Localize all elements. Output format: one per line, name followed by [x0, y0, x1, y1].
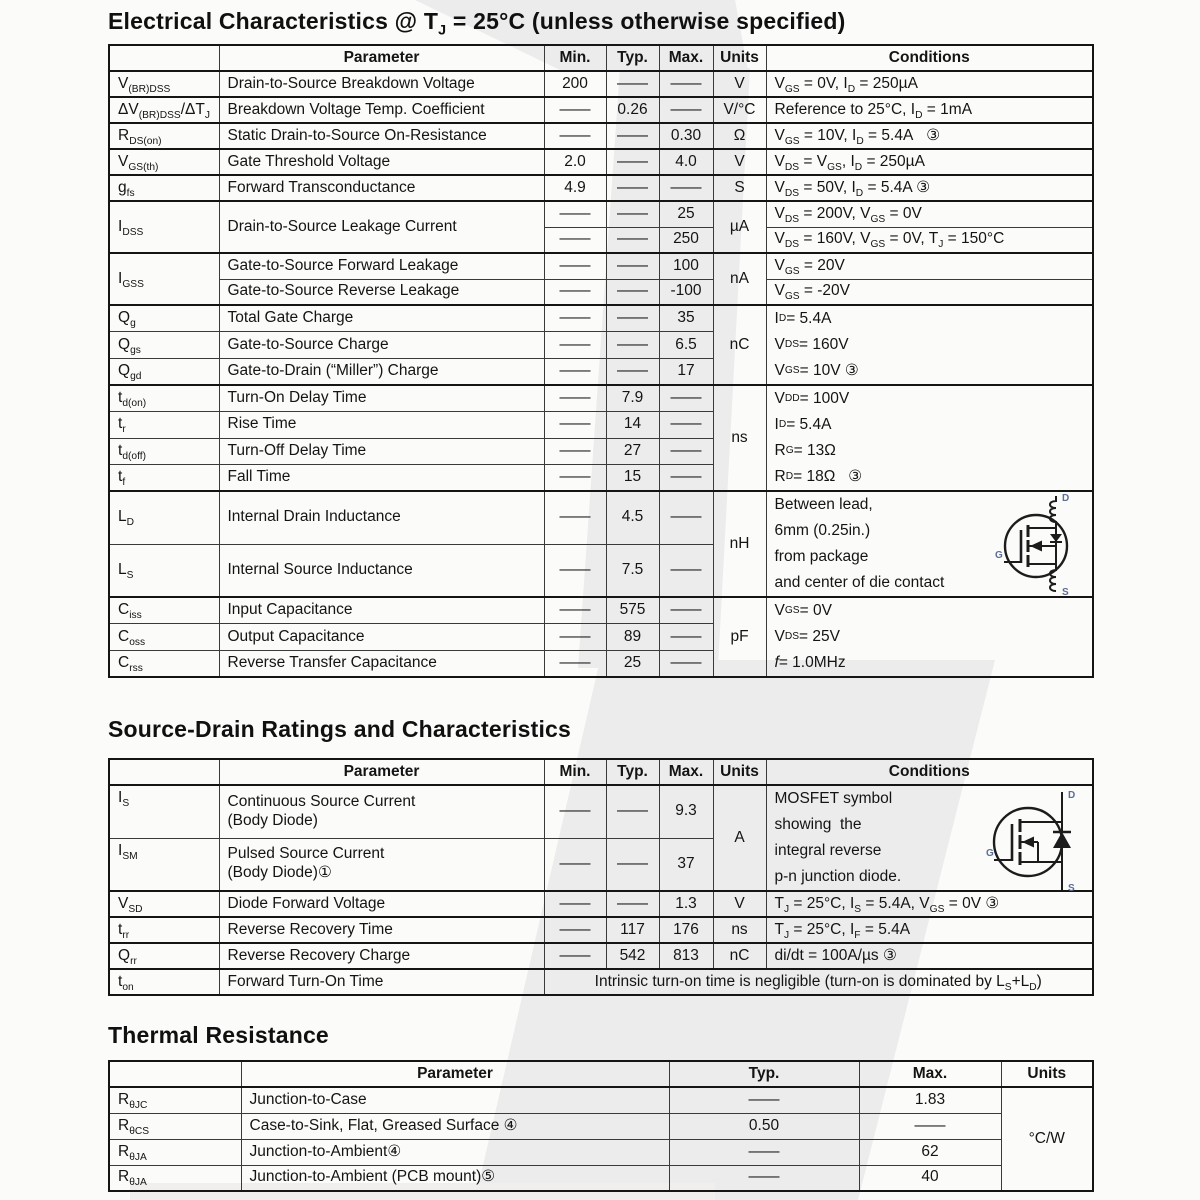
cell-parameter: Junction-to-Ambient (PCB mount)⑤	[241, 1165, 669, 1191]
col-header-max: Max.	[859, 1061, 1001, 1087]
cell-units: V	[713, 891, 766, 917]
cell-symbol: $V_{GS(th)}$	[109, 149, 219, 175]
cell-max: 25	[659, 201, 713, 227]
cell-units: °C/W	[1001, 1087, 1093, 1191]
cell-conditions: $V_{DS} = 160V$, $V_{GS} = 0V$, $T_J = 150^\circ C$	[766, 227, 1093, 253]
col-header-parameter: Parameter	[219, 45, 544, 71]
table-row	[109, 279, 1093, 305]
table-row	[109, 305, 1093, 332]
cell-min: ——	[544, 624, 606, 651]
col-header-max: Max.	[659, 45, 713, 71]
cell-parameter: Gate Threshold Voltage	[219, 149, 544, 175]
cell-parameter: Breakdown Voltage Temp. Coefficient	[219, 97, 544, 123]
terminal-label-gate: G	[995, 550, 1003, 561]
cell-typ: ——	[606, 253, 659, 279]
cell-units: nH	[713, 491, 766, 597]
col-header-typ: Typ.	[606, 759, 659, 785]
cell-units: µA	[713, 201, 766, 253]
cell-max: ——	[659, 544, 713, 597]
cell-max: ——	[859, 1113, 1001, 1139]
mosfet-symbol-body-diode-icon	[986, 788, 1086, 894]
cell-parameter: Internal Source Inductance	[219, 544, 544, 597]
cell-min: ——	[544, 438, 606, 465]
cell-max: 62	[859, 1139, 1001, 1165]
cell-typ: ——	[606, 785, 659, 838]
cell-typ: ——	[669, 1139, 859, 1165]
cell-symbol: $g_{fs}$	[109, 175, 219, 201]
table-row	[109, 969, 1093, 995]
cell-symbol: $t_r$	[109, 412, 219, 439]
cell-typ: ——	[606, 891, 659, 917]
cell-max: ——	[659, 71, 713, 97]
cell-parameter: Gate-to-Source Forward Leakage	[219, 253, 544, 279]
cell-parameter: Junction-to-Ambient④	[241, 1139, 669, 1165]
cell-units: nA	[713, 253, 766, 305]
cell-max: 100	[659, 253, 713, 279]
cell-max: ——	[659, 175, 713, 201]
cell-symbol: $R_{\theta CS}$	[109, 1113, 241, 1139]
cell-typ: 14	[606, 412, 659, 439]
cell-typ: 7.5	[606, 544, 659, 597]
cell-parameter: Forward Transconductance	[219, 175, 544, 201]
cell-symbol: $t_{rr}$	[109, 917, 219, 943]
cell-min: ——	[544, 891, 606, 917]
cell-conditions: $T_J = 25^\circ C$, $I_S = 5.4A$, $V_{GS} = 0V$ ③	[766, 891, 1093, 917]
cell-typ: ——	[606, 279, 659, 305]
cell-symbol: $V_{SD}$	[109, 891, 219, 917]
table-row	[109, 491, 1093, 544]
cell-max: ——	[659, 597, 713, 624]
cell-parameter: Rise Time	[219, 412, 544, 439]
mosfet-symbol-inductance-icon	[994, 492, 1090, 596]
cell-min: ——	[544, 227, 606, 253]
cell-symbol: $R_{DS(on)}$	[109, 123, 219, 149]
cell-units: S	[713, 175, 766, 201]
condition-line: f = 1.0MHz	[774, 653, 846, 671]
cell-symbol: $t_{d(off)}$	[109, 438, 219, 465]
table-row	[109, 97, 1093, 123]
table-header-row	[109, 45, 1093, 71]
condition-line: I D = 5.4A	[774, 309, 832, 327]
cell-symbol: $Q_{gd}$	[109, 358, 219, 385]
condition-line: V DS = 160V	[774, 335, 849, 353]
section-title-thermal: Thermal Resistance	[108, 1022, 329, 1048]
cell-max: 250	[659, 227, 713, 253]
cell-max: -100	[659, 279, 713, 305]
cell-symbol: $C_{iss}$	[109, 597, 219, 624]
col-header-parameter: Parameter	[219, 759, 544, 785]
section-title-source-drain: Source-Drain Ratings and Characteristics	[108, 716, 572, 742]
cell-max: 6.5	[659, 332, 713, 359]
cell-units: nC	[713, 305, 766, 385]
cell-max: 1.3	[659, 891, 713, 917]
cell-units: ns	[713, 385, 766, 491]
table-row	[109, 597, 1093, 624]
cell-min: ——	[544, 201, 606, 227]
cell-max: 1.83	[859, 1087, 1001, 1113]
cell-symbol: $V_{(BR)DSS}$	[109, 71, 219, 97]
condition-line: integral reverse	[774, 841, 882, 859]
cell-min: ——	[544, 785, 606, 838]
cell-typ: ——	[606, 332, 659, 359]
electrical-characteristics-table	[108, 44, 1094, 678]
condition-line: showing the	[774, 815, 862, 833]
table-row	[109, 385, 1093, 412]
cell-max: ——	[659, 624, 713, 651]
col-header-max: Max.	[659, 759, 713, 785]
cell-typ: 542	[606, 943, 659, 969]
condition-line: from package	[774, 547, 869, 565]
cell-parameter: Gate-to-Source Reverse Leakage	[219, 279, 544, 305]
cell-max: 4.0	[659, 149, 713, 175]
cell-min: 2.0	[544, 149, 606, 175]
condition-line: V DD = 100V	[774, 389, 850, 407]
cell-units: V/°C	[713, 97, 766, 123]
cell-parameter: Internal Drain Inductance	[219, 491, 544, 544]
cell-typ: ——	[669, 1165, 859, 1191]
condition-line: 6mm (0.25in.)	[774, 521, 871, 539]
cell-conditions: $V_{GS} = 0V$, $I_D = 250\mu A$	[766, 71, 1093, 97]
cell-conditions: $T_J = 25^\circ C$, $I_F = 5.4A$	[766, 917, 1093, 943]
cell-symbol: $I_S$	[109, 785, 219, 838]
cell-parameter: Turn-Off Delay Time	[219, 438, 544, 465]
cell-parameter: Reverse Transfer Capacitance	[219, 650, 544, 677]
cell-max: 35	[659, 305, 713, 332]
table-row	[109, 1165, 1093, 1191]
cell-min: ——	[544, 838, 606, 891]
table-row	[109, 1139, 1093, 1165]
cell-typ: 25	[606, 650, 659, 677]
cell-conditions: $V_{GS} = -20V$	[766, 279, 1093, 305]
cell-conditions: Reference to 25°C, $I_D = 1mA$	[766, 97, 1093, 123]
cell-min: ——	[544, 597, 606, 624]
cell-symbol: $I_{SM}$	[109, 838, 219, 891]
cell-typ: 0.26	[606, 97, 659, 123]
cell-symbol: $Q_{gs}$	[109, 332, 219, 359]
condition-line: and center of die contact	[774, 573, 945, 591]
cell-parameter: Case-to-Sink, Flat, Greased Surface ④	[241, 1113, 669, 1139]
condition-line: R G = 13Ω	[774, 441, 836, 459]
cell-max: 0.30	[659, 123, 713, 149]
terminal-label-source: S	[1062, 587, 1069, 596]
table-row	[109, 201, 1093, 227]
cell-parameter: Static Drain-to-Source On-Resistance	[219, 123, 544, 149]
table-row	[109, 149, 1093, 175]
cell-typ: ——	[669, 1087, 859, 1113]
cell-conditions: di/dt = 100A/µs ③	[766, 943, 1093, 969]
cell-parameter: Drain-to-Source Breakdown Voltage	[219, 71, 544, 97]
table-row	[109, 917, 1093, 943]
cell-conditions: $V_{GS} = 20V$	[766, 253, 1093, 279]
cell-symbol: $Q_g$	[109, 305, 219, 332]
cell-units: pF	[713, 597, 766, 677]
cell-max: ——	[659, 491, 713, 544]
cell-symbol: $R_{\theta JA}$	[109, 1165, 241, 1191]
cell-typ: ——	[606, 175, 659, 201]
cell-min: 200	[544, 71, 606, 97]
corner-cell	[109, 45, 219, 71]
cell-typ: 7.9	[606, 385, 659, 412]
cell-units: Ω	[713, 123, 766, 149]
cell-min: ——	[544, 279, 606, 305]
source-drain-table	[108, 758, 1094, 996]
col-header-typ: Typ.	[669, 1061, 859, 1087]
cell-units: ns	[713, 917, 766, 943]
cell-max: ——	[659, 465, 713, 492]
cell-conditions: $V_{DS} = 50V$, $I_D = 5.4A$ ③	[766, 175, 1093, 201]
condition-line: MOSFET symbol	[774, 789, 893, 807]
cell-max: 813	[659, 943, 713, 969]
cell-parameter: Reverse Recovery Charge	[219, 943, 544, 969]
cell-max: 37	[659, 838, 713, 891]
section-title-electrical: Electrical Characteristics @ $T_J = 25^\circ C$ (unless otherwise specified)	[108, 8, 846, 39]
cell-min: 4.9	[544, 175, 606, 201]
cell-typ: ——	[606, 305, 659, 332]
cell-max: 17	[659, 358, 713, 385]
cell-parameter: Reverse Recovery Time	[219, 917, 544, 943]
cell-typ: ——	[606, 227, 659, 253]
cell-parameter: Gate-to-Drain (“Miller”) Charge	[219, 358, 544, 385]
cell-conditions	[766, 385, 1093, 491]
cell-parameter: Turn-On Delay Time	[219, 385, 544, 412]
cell-parameter: Junction-to-Case	[241, 1087, 669, 1113]
cell-min: ——	[544, 412, 606, 439]
condition-line: I D = 5.4A	[774, 415, 832, 433]
cell-parameter: Forward Turn-On Time	[219, 969, 544, 995]
cell-conditions	[766, 491, 1093, 597]
cell-typ: 117	[606, 917, 659, 943]
cell-min: ——	[544, 358, 606, 385]
table-row	[109, 943, 1093, 969]
terminal-label-drain: D	[1068, 790, 1076, 801]
cell-min: ——	[544, 917, 606, 943]
col-header-min: Min.	[544, 759, 606, 785]
cell-parameter: Fall Time	[219, 465, 544, 492]
cell-conditions: $V_{DS} = V_{GS}$, $I_D = 250\mu A$	[766, 149, 1093, 175]
col-header-min: Min.	[544, 45, 606, 71]
cell-typ: 575	[606, 597, 659, 624]
table-row	[109, 785, 1093, 838]
cell-parameter: Pulsed Source Current (Body Diode)①	[219, 838, 544, 891]
corner-cell	[109, 759, 219, 785]
terminal-label-source: S	[1068, 883, 1075, 894]
cell-symbol: $I_{GSS}$	[109, 253, 219, 305]
cell-typ: ——	[606, 838, 659, 891]
cell-typ: ——	[606, 358, 659, 385]
cell-symbol: $L_S$	[109, 544, 219, 597]
cell-typ: 0.50	[669, 1113, 859, 1139]
table-row	[109, 253, 1093, 279]
condition-line: Between lead,	[774, 495, 873, 513]
cell-units: V	[713, 71, 766, 97]
table-row	[109, 71, 1093, 97]
cell-min: ——	[544, 253, 606, 279]
cell-symbol: $t_{on}$	[109, 969, 219, 995]
cell-symbol: $I_{DSS}$	[109, 201, 219, 253]
cell-parameter: Output Capacitance	[219, 624, 544, 651]
corner-cell	[109, 1061, 241, 1087]
cell-typ: 89	[606, 624, 659, 651]
thermal-resistance-table	[108, 1060, 1094, 1192]
cell-typ: 15	[606, 465, 659, 492]
col-header-units: Units	[713, 45, 766, 71]
cell-max: ——	[659, 650, 713, 677]
table-row	[109, 123, 1093, 149]
cell-note: Intrinsic turn-on time is negligible (turn-on is dominated by $L_S+L_D$)	[544, 969, 1093, 995]
cell-symbol: $R_{\theta JC}$	[109, 1087, 241, 1113]
cell-conditions	[766, 597, 1093, 677]
cell-parameter: Continuous Source Current (Body Diode)	[219, 785, 544, 838]
cell-min: ——	[544, 943, 606, 969]
cell-max: 176	[659, 917, 713, 943]
cell-typ: 27	[606, 438, 659, 465]
col-header-units: Units	[1001, 1061, 1093, 1087]
cell-max: ——	[659, 412, 713, 439]
cell-max: 9.3	[659, 785, 713, 838]
table-row	[109, 175, 1093, 201]
terminal-label-drain: D	[1062, 493, 1070, 504]
cell-min: ——	[544, 491, 606, 544]
cell-conditions	[766, 305, 1093, 385]
cell-min: ——	[544, 97, 606, 123]
cell-symbol: $L_D$	[109, 491, 219, 544]
cell-typ: ——	[606, 71, 659, 97]
cell-min: ——	[544, 305, 606, 332]
condition-line: V GS = 10V ③	[774, 361, 859, 379]
col-header-parameter: Parameter	[241, 1061, 669, 1087]
cell-max: ——	[659, 438, 713, 465]
cell-symbol: $t_f$	[109, 465, 219, 492]
cell-parameter: Input Capacitance	[219, 597, 544, 624]
cell-min: ——	[544, 332, 606, 359]
cell-typ: 4.5	[606, 491, 659, 544]
cell-parameter: Total Gate Charge	[219, 305, 544, 332]
cell-min: ——	[544, 650, 606, 677]
cell-symbol: $t_{d(on)}$	[109, 385, 219, 412]
table-row	[109, 891, 1093, 917]
cell-parameter: Diode Forward Voltage	[219, 891, 544, 917]
cell-typ: ——	[606, 201, 659, 227]
cell-typ: ——	[606, 123, 659, 149]
cell-units: V	[713, 149, 766, 175]
table-header-row	[109, 1061, 1093, 1087]
cell-max: ——	[659, 97, 713, 123]
cell-conditions: $V_{DS} = 200V$, $V_{GS} = 0V$	[766, 201, 1093, 227]
cell-units: nC	[713, 943, 766, 969]
condition-line: R D = 18Ω ③	[774, 467, 863, 485]
cell-min: ——	[544, 385, 606, 412]
cell-symbol: $C_{rss}$	[109, 650, 219, 677]
cell-parameter: Drain-to-Source Leakage Current	[219, 201, 544, 253]
table-row	[109, 1087, 1093, 1113]
col-header-conditions: Conditions	[766, 759, 1093, 785]
cell-symbol: $\Delta V_{(BR)DSS}/\Delta T_J$	[109, 97, 219, 123]
cell-units: A	[713, 785, 766, 891]
table-header-row	[109, 759, 1093, 785]
cell-symbol: $R_{\theta JA}$	[109, 1139, 241, 1165]
col-header-typ: Typ.	[606, 45, 659, 71]
cell-min: ——	[544, 544, 606, 597]
cell-min: ——	[544, 465, 606, 492]
cell-symbol: $Q_{rr}$	[109, 943, 219, 969]
cell-max: ——	[659, 385, 713, 412]
col-header-units: Units	[713, 759, 766, 785]
condition-line: p-n junction diode.	[774, 867, 902, 885]
cell-conditions: $V_{GS} = 10V$, $I_D = 5.4A$ ③	[766, 123, 1093, 149]
cell-min: ——	[544, 123, 606, 149]
cell-symbol: $C_{oss}$	[109, 624, 219, 651]
terminal-label-gate: G	[986, 848, 994, 859]
cell-conditions	[766, 785, 1093, 894]
col-header-conditions: Conditions	[766, 45, 1093, 71]
cell-max: 40	[859, 1165, 1001, 1191]
condition-line: V DS = 25V	[774, 627, 840, 645]
cell-parameter: Gate-to-Source Charge	[219, 332, 544, 359]
cell-typ: ——	[606, 149, 659, 175]
table-row	[109, 1113, 1093, 1139]
condition-line: V GS = 0V	[774, 601, 832, 619]
